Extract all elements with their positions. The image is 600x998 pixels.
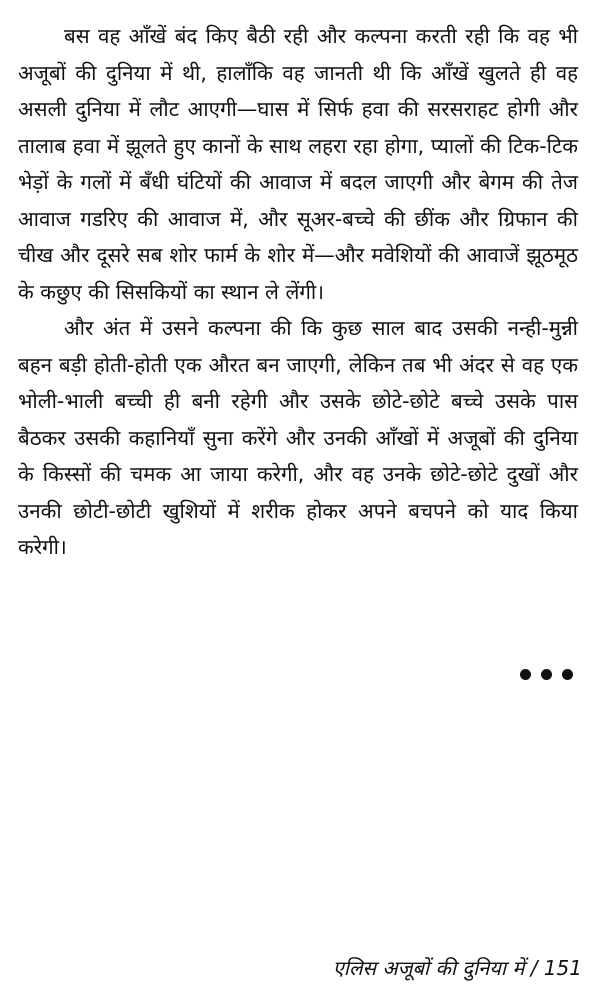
paragraph-2: और अंत में उसने कल्पना की कि कुछ साल बाद उसकी नन्ही-मुन्नी बहन बड़ी होती-होती एक औरत बन जाएगी, लेकिन तब भी अंदर से वह एक भोली-भाली बच्ची ही बनी रहेगी और उसके छोटे-छोटे बच्चे उसके पास बैठकर उसकी कहानियाँ सुना करेंगे और उनकी आँखों में अजूबों की दुनिया के किस्सों की चमक आ जाया करेगी, और वह उनके छोटे-छोटे दुखों और उनकी छोटी-छोटी खुशियों में शरीक होकर अपने बचपने को याद किया करेगी। xyxy=(18,316,578,559)
dot-icon xyxy=(541,669,552,680)
section-end-ornament xyxy=(520,664,580,684)
body-text xyxy=(18,18,578,566)
dot-icon xyxy=(520,669,531,680)
paragraph-1: बस वह आँखें बंद किए बैठी रही और कल्पना करती रही कि वह भी अजूबों की दुनिया में थी, हालाँकि वह जानती थी कि आँखें खुलते ही वह असली दुनिया में लौट आएगी—घास में सिर्फ हवा की सरसराहट होगी और तालाब हवा में झूलते हुए कानों के साथ लहरा रहा होगा, प्यालों की टिक-टिक भेड़ों के गलों में बँधी घंटियों की आवाज में बदल जाएगी और बेगम की तेज आवाज गडरिए की आवाज में, और सूअर-बच्चे की छींक और ग्रिफान की चीख और दूसरे सब शोर फार्म के शोर में—और मवेशियों की आवाजें झूठमूठ के कछुए की सिसकियों का स्थान ले लेंगी। xyxy=(18,24,578,304)
running-footer: एलिस अजूबों की दुनिया में / 151 xyxy=(332,956,582,980)
dot-icon xyxy=(562,669,573,680)
